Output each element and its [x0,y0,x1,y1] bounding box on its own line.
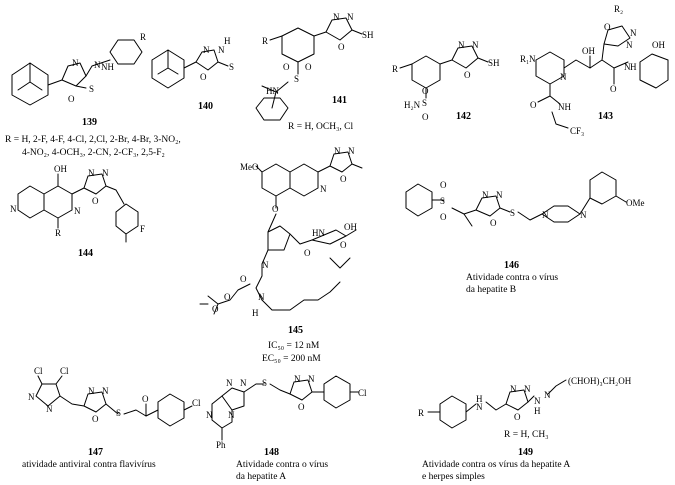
atom-label: (CHOH)₃CH₂OH [568,376,632,386]
atom-label: O [212,304,219,314]
compound-number: 144 [78,248,93,259]
atom-label: OMe [626,198,645,208]
atom-label: O [305,62,312,72]
compound-139-structure [12,32,146,105]
atom-label: O [92,196,99,206]
activity-note: da hepatite B [466,285,517,295]
substituent-list: 4-NO₂, 4-OCH₃, 2-CN, 2-CF₃, 2,5-F₂ [22,148,165,158]
compound-number: 149 [518,447,533,458]
atom-label: N [88,386,95,396]
atom-label: Cl [34,366,43,376]
atom-label: O [610,84,617,94]
atom-label: H [252,308,259,318]
atom-label: N [262,260,269,270]
atom-label: O [440,212,447,222]
atom-label: NH [558,102,571,112]
atom-label: N [348,146,355,156]
atom-label: N [544,390,551,400]
activity-note: e herpes simples [422,472,485,482]
atom-label: O [490,218,497,228]
atom-label: N [534,396,541,406]
atom-label: N [240,378,247,388]
atom-label: N [94,60,101,70]
compound-148-structure [206,374,367,450]
atom-label: N [529,54,536,64]
atom-label: N [218,45,225,55]
atom-label: N [333,12,340,22]
atom-label: N [320,184,327,194]
atom-label: NH [101,62,114,72]
atom-label: SH [488,58,500,68]
atom-label: N [294,374,301,384]
substituent-list: R = H, OCH₃, Cl [288,122,354,132]
atom-label: F [140,224,146,234]
substituent-list: R = H, 2-F, 4-F, 4-Cl, 2,Cl, 2-Br, 4-Br, 3-NO₂, [5,135,181,145]
atom-label: Cl [358,388,367,398]
compound-number: 139 [82,117,97,128]
atom-label: O [338,42,345,52]
compound-number: 141 [332,95,347,106]
atom-label: O [92,414,99,424]
atom-label: S [294,74,300,84]
atom-label: N [624,62,631,72]
atom-label: O [68,94,75,104]
atom-label: O [272,204,279,214]
atom-label: O [200,72,207,82]
atom-label: N [74,206,81,216]
atom-label: Cl [192,398,201,408]
atom-label: N [102,168,109,178]
activity-note: Atividade contra o vírus [466,273,559,283]
atom-label: O [422,86,429,96]
compound-number: 147 [88,447,103,458]
atom-label: N [203,45,210,55]
compound-number: 148 [264,447,279,458]
atom-label: SH [362,30,374,40]
atom-label: S [116,408,122,418]
atom-label: N [334,146,341,156]
atom-label: O [240,274,247,284]
compound-number: 145 [288,325,303,336]
atom-label: OH [652,40,665,50]
substituent-label: R [392,64,399,74]
atom-label: N [226,378,233,388]
atom-label: MeO [240,162,259,172]
atom-label: N [476,402,483,412]
compound-number: 146 [504,260,519,271]
atom-label: O [283,62,290,72]
compound-number: 143 [598,111,613,122]
atom-label: O [440,180,447,190]
atom-label: Ph [216,440,226,450]
atom-label: O [340,240,347,250]
atom-label: N [524,384,531,394]
substituent-label: R [140,32,147,42]
substituent-label: R [262,36,269,46]
atom-label: O [304,248,311,258]
compound-147-structure [28,366,201,426]
atom-label: N [496,190,503,200]
atom-label: OH [344,222,357,232]
atom-label: HN [266,86,279,96]
atom-label: N [542,210,549,220]
atom-label: OH [582,46,595,56]
substituent-label: R [418,408,425,418]
atom-label: O [340,174,347,184]
atom-label: H₂N [404,100,421,110]
substituent-list: R = H, CH₃ [504,430,549,440]
compound-140-structure [152,36,234,88]
atom-label: HN [312,228,325,238]
activity-note: atividade antiviral contra flavivírus [22,460,156,470]
atom-label: N [510,384,517,394]
atom-label: OH [54,164,67,174]
atom-label: N [347,12,354,22]
activity-note: da hepatite A [236,472,287,482]
compound-143-structure [520,4,668,136]
atom-label: R₂ [614,4,624,14]
atom-label: O [604,22,611,32]
atom-label: H [224,36,231,46]
compound-141-structure [256,12,374,120]
atom-label: O [224,292,231,302]
atom-label: H [534,406,541,416]
ic50-value: IC₅₀ = 12 nM [268,341,320,351]
compound-number: 140 [198,101,213,112]
atom-label: CF₃ [570,126,585,136]
atom-label: N [472,40,479,50]
atom-label: N [580,210,587,220]
atom-label: N [308,374,315,384]
atom-label: N [46,404,53,414]
atom-label: Cl [60,366,69,376]
atom-label: O [142,394,149,404]
atom-label: N [458,40,465,50]
atom-label: S [89,84,95,94]
compound-149-structure [418,376,632,428]
atom-label: N [626,40,633,50]
atom-label: N [630,28,637,38]
compound-142-structure [392,40,500,122]
atom-label: N [482,190,489,200]
atom-label: S [422,98,428,108]
activity-note: Atividade contra o vírus [236,460,329,470]
substituent-label: R [55,228,62,238]
atom-label: N [72,58,79,68]
atom-label: O [298,402,305,412]
atom-label: S [440,196,446,206]
atom-label: S [510,208,516,218]
compound-144-structure [10,164,145,242]
atom-label: N [10,204,17,214]
atom-label: N [228,410,235,420]
atom-label: N [560,72,567,82]
atom-label: H [630,62,637,72]
activity-note: Atividade contra os vírus da hepatite A [422,460,571,470]
ec50-value: EC₅₀ = 200 nM [262,354,321,364]
atom-label: O [514,412,521,422]
atom-label: N [206,410,213,420]
atom-label: N [28,392,35,402]
atom-label: O [530,100,537,110]
compound-146-structure [406,172,645,228]
atom-label: O [422,112,429,122]
atom-label: R₁ [520,54,530,64]
atom-label: S [262,378,268,388]
atom-label: N [258,292,265,302]
atom-label: H [476,394,483,404]
atom-label: N [102,386,109,396]
compound-145-structure [200,146,362,318]
atom-label: N [88,168,95,178]
atom-label: O [464,70,471,80]
compound-number: 142 [456,111,471,122]
atom-label: S [229,62,235,72]
